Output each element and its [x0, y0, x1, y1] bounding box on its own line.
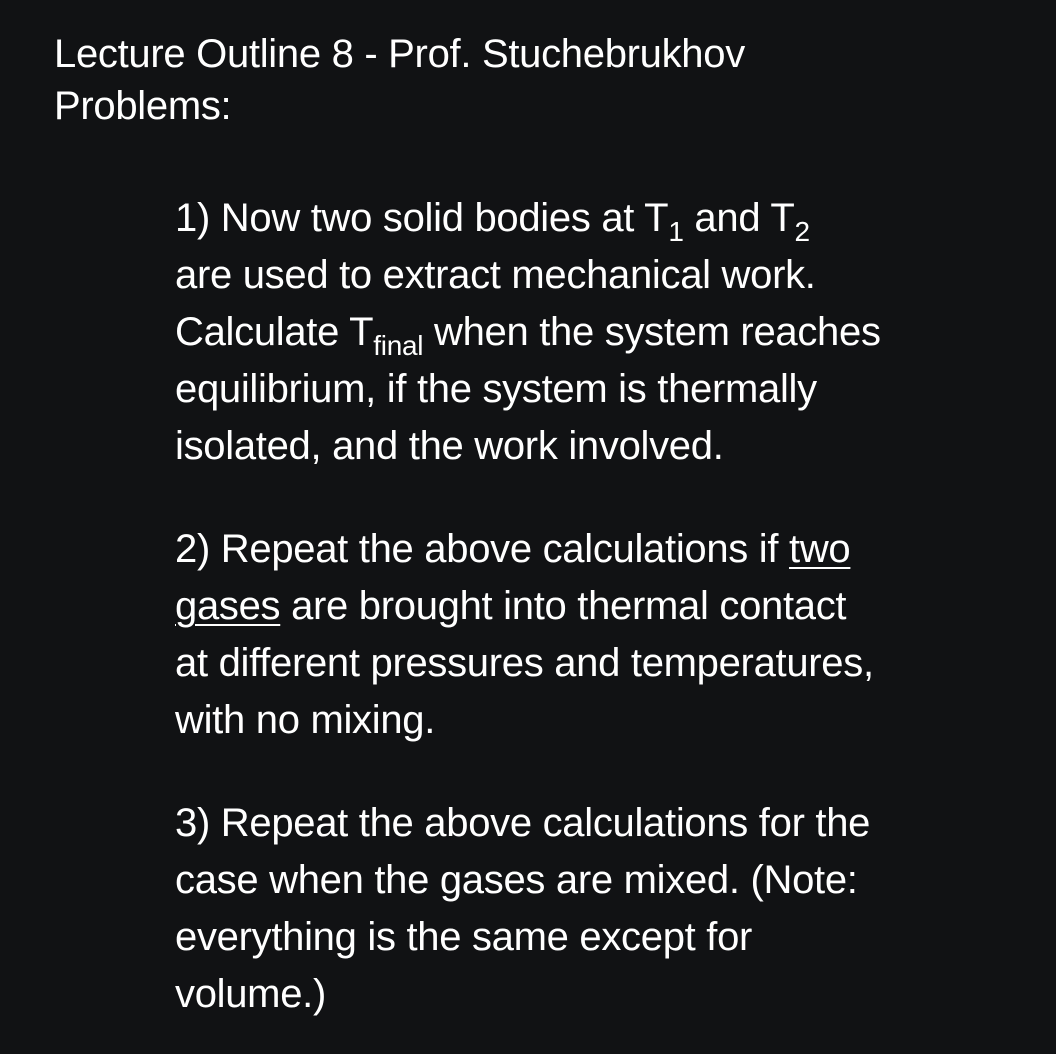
problem-2-line-3: at different pressures and temperatures, [175, 641, 874, 685]
problem-3-line-2: case when the gases are mixed. (Note: [175, 858, 858, 902]
underlined-word: gases [175, 584, 281, 628]
problem-2-line-2: gases are brought into thermal contact [175, 584, 847, 628]
problem-1-line-2: are used to extract mechanical work. [175, 253, 816, 297]
page-subtitle: Problems: [54, 84, 232, 128]
problem-1-line-5: isolated, and the work involved. [175, 424, 724, 468]
problem-3 [175, 795, 1035, 1023]
underlined-word: two [789, 527, 851, 571]
page-title: Lecture Outline 8 - Prof. Stuchebrukhov [54, 32, 745, 76]
lecture-header [54, 28, 745, 132]
problem-3-line-4: volume.) [175, 972, 326, 1016]
problem-3-line-1: 3) Repeat the above calculations for the [175, 801, 871, 845]
problem-1-line-3: Calculate $T_{final}$ when the system reaches [175, 310, 881, 361]
problem-2-line-4: with no mixing. [175, 698, 436, 742]
problem-1 [175, 190, 1035, 475]
problem-3-line-3: everything is the same except for [175, 915, 753, 959]
problem-1-line-4: equilibrium, if the system is thermally [175, 367, 817, 411]
problem-1-line-1: 1) Now two solid bodies at $T_1$ and $T_2$ [175, 196, 810, 247]
problem-2-line-1: 2) Repeat the above calculations if two [175, 527, 851, 571]
problem-list [175, 190, 1035, 1023]
problem-2 [175, 521, 1035, 749]
